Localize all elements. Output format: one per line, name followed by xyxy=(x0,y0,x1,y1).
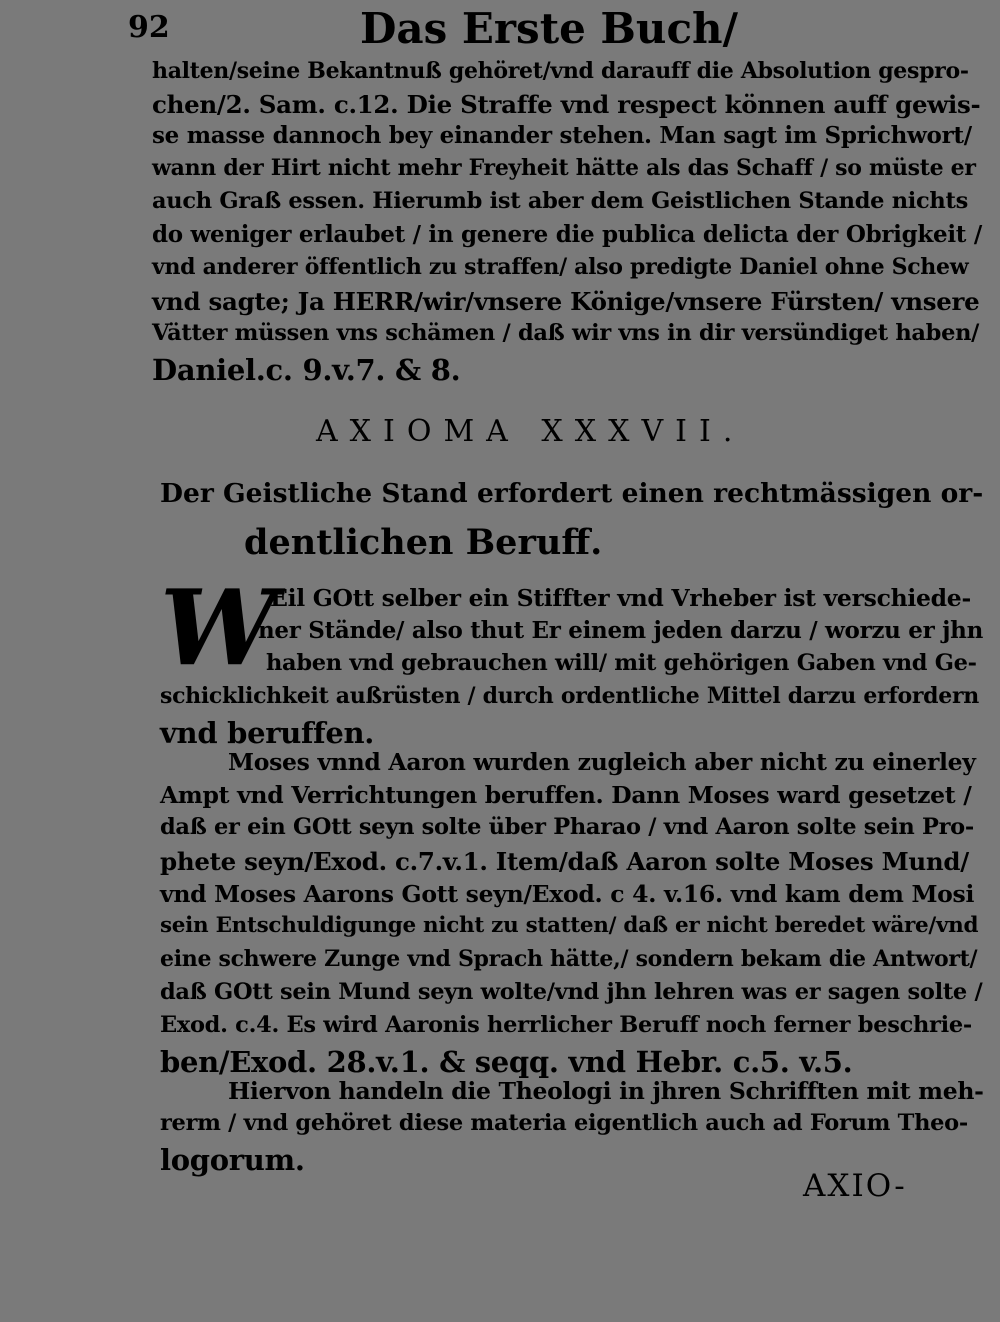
prev-line: wann der Hirt nicht mehr Freyheit hätte als das Schaff / so müste er xyxy=(152,155,976,181)
body-line: ben/Exod. 28.v.1. & seqq. vnd Hebr. c.5. v.5. xyxy=(160,1045,853,1079)
body-line: Moses vnnd Aaron wurden zugleich aber nicht zu einerley xyxy=(228,748,976,776)
prev-line: se masse dannoch bey einander stehen. Man sagt im Sprichwort/ xyxy=(152,122,972,149)
body-line: Ampt vnd Verrichtungen beruffen. Dann Moses ward gesetzet / xyxy=(160,781,972,809)
body-line: vnd beruffen. xyxy=(160,716,375,750)
body-line: Hiervon handeln die Theologi in jhren Schrifften mit meh- xyxy=(228,1077,984,1105)
body-line: eine schwere Zunge vnd Sprach hätte,/ sondern bekam die Antwort/ xyxy=(160,946,978,972)
body-line: ner Stände/ also thut Er einem jeden darzu / worzu er jhn xyxy=(258,617,983,644)
axiom-heading: dentlichen Beruff. xyxy=(244,522,603,563)
prev-line: auch Graß essen. Hierumb ist aber dem Geistlichen Stande nichts xyxy=(152,188,968,214)
prev-line: Vätter müssen vns schämen / daß wir vns in dir versündiget haben/ xyxy=(152,320,980,346)
drop-cap: W xyxy=(160,566,277,689)
body-line: rerm / vnd gehöret diese materia eigentlich auch ad Forum Theo- xyxy=(160,1110,968,1136)
body-line: daß er ein GOtt seyn solte über Pharao / vnd Aaron solte sein Pro- xyxy=(160,814,974,840)
prev-line: vnd anderer öffentlich zu straffen/ also predigte Daniel ohne Schew xyxy=(152,254,969,280)
page-number: 92 xyxy=(128,10,170,45)
catchword: AXIO- xyxy=(803,1168,907,1204)
body-line: daß GOtt sein Mund seyn wolte/vnd jhn lehren was er sagen solte / xyxy=(160,979,983,1005)
body-line: Exod. c.4. Es wird Aaronis herrlicher Beruff noch ferner beschrie- xyxy=(160,1012,972,1038)
prev-line: Daniel.c. 9.v.7. & 8. xyxy=(152,353,461,387)
body-line: haben vnd gebrauchen will/ mit gehörigen Gaben vnd Ge- xyxy=(266,650,977,676)
body-line: logorum. xyxy=(160,1143,305,1177)
body-line: sein Entschuldigunge nicht zu statten/ daß er nicht beredet wäre/vnd xyxy=(160,913,979,938)
axiom-heading: Der Geistliche Stand erfordert einen rechtmässigen or- xyxy=(160,478,984,509)
prev-line: do weniger erlaubet / in genere die publica delicta der Obrigkeit / xyxy=(152,221,982,248)
body-line: phete seyn/Exod. c.7.v.1. Item/daß Aaron solte Moses Mund/ xyxy=(160,847,969,876)
body-line: Eil GOtt selber ein Stiffter vnd Vrheber ist verschiede- xyxy=(270,584,971,612)
prev-line: chen/2. Sam. c.12. Die Straffe vnd respect können auff gewis- xyxy=(152,90,981,119)
body-line: schicklichkeit außrüsten / durch ordentliche Mittel darzu erfordern xyxy=(160,683,979,709)
running-head: Das Erste Buch/ xyxy=(360,4,738,53)
body-line: vnd Moses Aarons Gott seyn/Exod. c 4. v.16. vnd kam dem Mosi xyxy=(160,880,975,908)
prev-line: halten/seine Bekantnuß gehöret/vnd darauff die Absolution gespro- xyxy=(152,58,969,84)
axiom-title: AXIOMA XXXVII. xyxy=(316,414,745,449)
prev-line: vnd sagte; Ja HERR/wir/vnsere Könige/vnsere Fürsten/ vnsere xyxy=(152,287,980,316)
